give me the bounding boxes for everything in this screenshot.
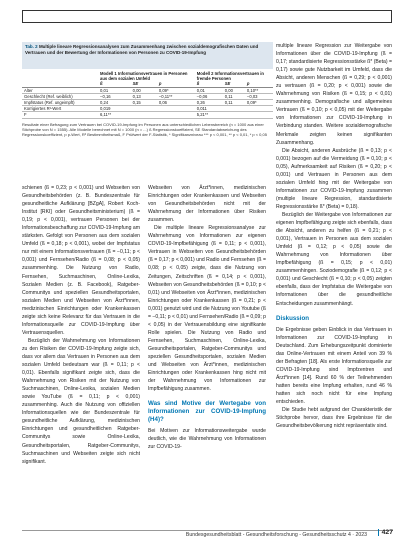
table-footnote: Resultate einer Befragung zum Vertrauen bei COVID-19-Impfung im Personen aus unterschiedlichen Lebensbereich (n = 1000 aus einer Stichprobe von N = 1555). Alle Modelle berechnet mit N = 1000 (n = ...) ß Regressionskoeffizient, SE Standardabweichung des Regressionskoeffizient, p p-Wert, R² Bestimmtheitsmaß, F Prüfwert der F-Statistik, * Signifikanzniveau *** p < 0,001, ** p < 0,01, * p < 0,05 [22, 121, 267, 138]
model2-header: Modell 2 Informationsvertrauen in fremde Personen [196, 71, 264, 82]
paragraph: Die Ergebnisse geben Einblick in das Vertrauen in Informationen zur COVID-19-Impfung in Deutschland. Zum Erhebungszeitpunkt dominierte das Online-Vertrauen mit einem Anteil von 39 % der Befragten [18]. Als erste Informationsquelle zur COVID-19-Impfung sind Impfzentren und Ärzt*innen [14]. Rund 60 % der Teilnehmenden hatten bereits eine Impfung erhalten, rund 46 % hatten sich noch nicht für eine Impfung entschieden. [276, 326, 392, 405]
paragraph: Webseiten von Ärzt*innen, medizinischen Einrichtungen oder Krankenkassen und Webseiten von Gesundheitsbehörden nicht mit der Wahrnehmung der Informationen über Risiken zusammen. [148, 185, 266, 224]
table-label: Tab. 2 [25, 44, 38, 49]
subhead: p [245, 81, 273, 87]
regression-table [22, 69, 273, 119]
table-2 [22, 42, 273, 137]
page-footer [22, 530, 393, 542]
table-row: F 6,11** 5,21** [22, 112, 273, 118]
section-heading: Was sind Motive der Wertegabe von Informationen zur COVID-19-Impfung (H4)? [148, 400, 266, 424]
subhead: ß [195, 81, 223, 87]
text-column-2 [148, 184, 266, 514]
paragraph: Die Absicht, anderen Ausbrüche (ß = 0,13; p < 0,001) bezogen auf die Vermeidung (ß = 0,10; p < 0,05), Aufmerksamkeit auf Risiken (ß = 0,20; p < 0,001) und Vertrauen in Personen aus dem sozialen Umfeld hing mit der Weitergabe von Informationen zur COVID-19-Impfung zusammen (multiple lineare Regression, standardisierte Regressionsstärke ß* (Beta) = 0,18). [276, 147, 392, 210]
text-column-3 [276, 42, 392, 514]
paragraph: Die Studie hebt aufgrund der Charakteristik der Stichprobe hervor, dass ihre Ergebnisse für die Gesundheitsbevölkerung nicht repräsentativ sind. [276, 407, 392, 430]
paragraph: Die multiple lineare Regressionsanalyse zur Wahrnehmung von Informationen zur eigenen COVID-19-Impfbefähigung (ß = 0,11; p < 0,001), Vertrauen in Webseiten von Gesundheitsbehörden (ß = 0,17; p < 0,001) und Radio und Fernsehen (ß = 0,08; p < 0,05) zeigte, dass die Nutzung von Zeitungen, Zeitschriften (ß = 0,14; p < 0,001), Webseiten von Gesundheitsbehörden (ß = 0,10; p < 0,01) und Webseiten von Ärzt*innen, medizinischen Einrichtungen oder Krankenkassen (ß = 0,21; p < 0,001) genutzt wird und die Nutzung von Youtube (ß = −0,11; p < 0,01) und Fernsehen/Radio (ß = 0,09; p < 0,05) in der Vertrauensbildung eine signifikante Rolle spielen. Die Nutzung von Radio und Fernsehen, Suchmaschinen, Online-Lexika, Gesundheitsportalen, Ratgeber-Communitys und speziellen Gesundheitsportalen, sozialen Medien und Webseiten von Ärzt*innen, medizinischen Einrichtungen oder Krankenkassen hing nicht mit der Wahrnehmung von Informationen zur Impfbefähigung zusammen. [148, 225, 266, 393]
table-caption-text: Multiple lineare Regressionsanalysen zum Zusammenhang zwischen sozialdemografischen Daten und Vertrauen und der Bewertung der Informationen von Personen zu COVID-19-Impfung [25, 44, 259, 55]
paragraph: Bezüglich der Wahrnehmung von Informationen zu den Risiken der COVID-19-Impfung zeigte sich, dass vor allem das Vertrauen in Personen aus dem sozialen Umfeld bedeutsam war (ß = 0,11; p < 0,01). Ebenfalls signifikant zeigte sich, dass die Wahrnehmung von Risiken mit der Nutzung von Suchmaschinen, Online-Lexika, sozialen Medien sowie YouTube (ß = 0,11; p < 0,001) zusammenhing. Auch die Nutzung von offiziellen Informationsquellen wie der Bundeszentrale für gesundheitliche Aufklärung, medizinischen Einrichtungen und gesundheitlichen Ratgeber-Communitys sowie Online-Lexika, Gesundheitsportalen, Ratgeber-Communitys, Suchmaschinen und Webseiten zeigte sich nicht signifikant. [22, 337, 140, 465]
paragraph: Bei Motiven zur Informationsweitergabe wurde deutlich, wie die Wahrnehmung von Informationen zur COVID-19- [148, 428, 266, 451]
journal-name: Bundesgesundheitsblatt - Gesundheitsforschung - Gesundheitsschutz 4 · 2023 [185, 532, 367, 538]
paragraph: schienen (ß = 0,23; p < 0,001) und Webseiten von Gesundheitsbehörden (z. B. Bundeszentrale für gesundheitliche Aufklärung [BZgA], Robert Koch-Institut [RKI] oder Gesundheitsministerium) (ß = 0,19; p < 0,001), vertrauen Personen bei der Informationsbeschaffung zur COVID-19-Impfung am stärksten. Gefolgt von Personen aus dem sozialen Umfeld (ß = 0,18; p < 0,001), wobei der Impfstatus nur mit einem Informationsvertrauen (ß = −0,11; p < 0,001) und Fernsehen/Radio (ß = 0,08; p < 0,05) zusammenhing. Die Nutzung von Radio, Fernsehen, Suchmaschinen, Online-Lexika, Sozialen Medien (z. B. Facebook), Ratgeber-Communitys und speziellen Gesundheitsportalen, sozialen Medien und Webseiten von Ärzt*innen, medizinischen Einrichtungen oder Krankenkassen zeigte sich keine Relevanz für das Vertrauen in die Informationsquelle zur COVID-19-Impfung über Vertrauensquellen. [22, 185, 140, 336]
table-row: Alter 0,01 0,00 0,09* 0,01 0,00 0,10** [22, 87, 273, 93]
header-bar [22, 10, 392, 23]
section-heading-discussion: Diskussion [276, 314, 310, 322]
table-caption [22, 42, 273, 69]
subhead: SE [223, 81, 245, 87]
subhead: p [157, 81, 195, 87]
paragraph: multiple lineare Regression zur Weitergabe von Informationen über die COVID-19-Impfung (ß = 0,17; standardisierte Regressionsstärke ß* (Beta) = 0,17) sowie gute Nutzbarkeit im Umfeld, dass die Absicht, anderen Menschen (ß = 0,29; p < 0,001) zu vertrauen (ß = 0,20; p < 0,001) sowie die Wahrnehmung von Risiken (ß = 0,15; p < 0,01) zusammenhing. Demografische und allgemeines Vertrauen (ß = 0,10; p < 0,05) mit der Weitergabe von Informationen zur COVID-19-Impfung in Verbindung standen. Weitere sozialdemografische Merkmale zeigten keinen signifikanten Zusammenhang. [276, 43, 392, 146]
paragraph: Bezüglich der Weitergabe von Informationen zur eigenen Impfbefähigung zeigte sich ebenfalls, dass die Absicht, anderen zu helfen (ß = 0,21; p < 0,001), Vertrauen in Personen aus dem sozialen Umfeld (ß = 0,12; p < 0,05) sowie die Wahrnehmung von Informationen über Impfbefähigung (ß = 0,15; p < 0,01) zusammenhingen. Soziodemografie (ß = 0,12; p < 0,001) und Geschlecht (ß = 0,10; p < 0,05) zeigten ebenfalls, dass der Impfstatus die Weitergabe von Informationen über die gesundheitliche Entscheidungen zusammenhängt. [276, 211, 392, 307]
table-row: Geschlecht (Ref. weiblich) −0,16 0,13 −0,11** −0,06 0,11 −0,03 [22, 93, 273, 99]
text-column-1 [22, 184, 140, 514]
model1-header: Modell 1 Informationsvertrauen in Personen aus dem sozialen Umfeld [100, 71, 188, 82]
table-row: Impfstatus (Ref. ungeimpft) 0,24 0,15 0,06 0,26 0,11 0,09* [22, 100, 273, 106]
page-number: 427 [378, 529, 393, 536]
table-row: Korrigiertes R²-Wert 0,019 0,011 [22, 106, 273, 112]
subhead: ß [98, 81, 131, 87]
subhead: SE [131, 81, 157, 87]
